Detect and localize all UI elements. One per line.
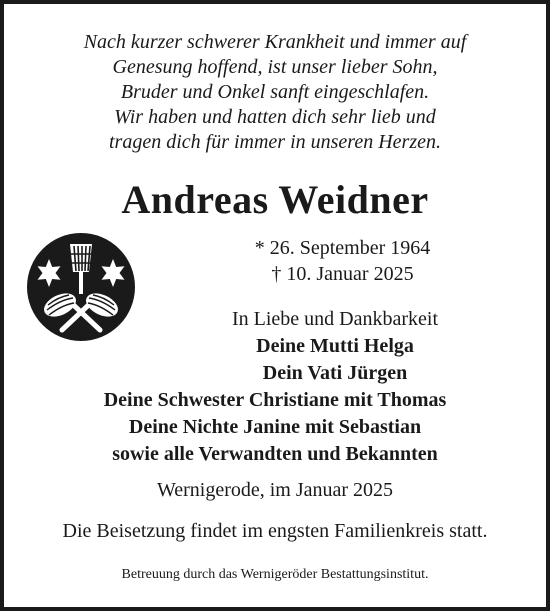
birth-date: * 26. September 1964 [254, 237, 431, 259]
verse-line: Nach kurzer schwerer Krankheit und immer auf [83, 31, 467, 53]
mourner-line: Deine Mutti Helga [256, 335, 414, 357]
mourner-line: Dein Vati Jürgen [262, 362, 408, 384]
mourner-line: Deine Nichte Janine mit Sebastian [128, 416, 422, 438]
mourners-block [4, 306, 546, 468]
death-date: † 10. Januar 2025 [271, 263, 414, 285]
verse-line: tragen dich für immer in unseren Herzen. [109, 131, 441, 153]
life-dates [139, 235, 546, 287]
funeral-note: Die Beisetzung findet im engsten Familienkreis statt. [62, 520, 488, 542]
mourner-line: sowie alle Verwandten und Bekannten [112, 443, 438, 465]
deceased-name: Andreas Weidner [121, 177, 429, 222]
mourners-intro: In Liebe und Dankbarkeit [231, 308, 439, 330]
undertaker-note: Betreuung durch das Wernigeröder Bestattungsinstitut. [121, 567, 429, 582]
verse-line: Bruder und Onkel sanft eingeschlafen. [120, 81, 430, 103]
memorial-verse [4, 30, 546, 155]
place-and-date: Wernigerode, im Januar 2025 [156, 479, 394, 501]
mourner-line: Deine Schwester Christiane mit Thomas [103, 389, 447, 411]
verse-line: Genesung hoffend, ist unser lieber Sohn, [112, 56, 438, 78]
mourners-list [4, 333, 546, 468]
verse-line: Wir haben und hatten dich sehr lieb und [114, 106, 436, 128]
